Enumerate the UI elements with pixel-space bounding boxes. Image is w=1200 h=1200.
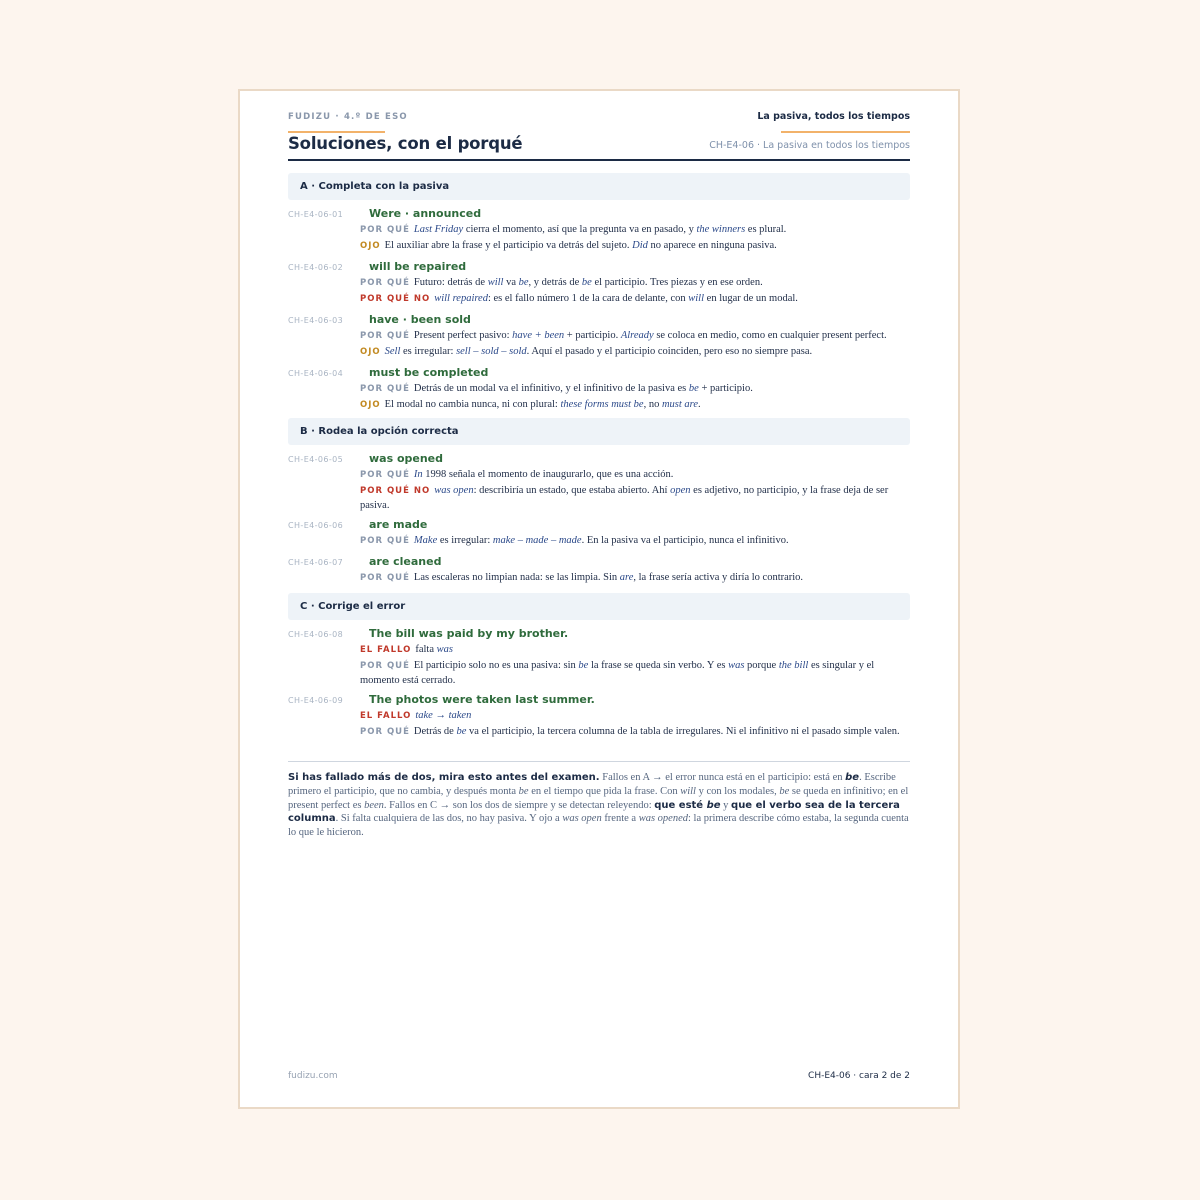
answer-text: will be repaired [369,260,467,273]
tag-why: POR QUÉ [360,470,410,480]
footer-page: CH-E4-06 · cara 2 de 2 [808,1071,910,1081]
tag-why: POR QUÉ [360,384,410,394]
explanation-error: EL FALLO falta was [360,644,453,655]
tag-why: POR QUÉ [360,727,410,737]
accent-rule-right [781,131,910,133]
tag-why: POR QUÉ [360,661,410,671]
explanation-why: POR QUÉ Present perfect pasivo: have + been + participio. Already se coloca en medio, como en cualquier present perfect. [360,330,887,341]
answer-text: The photos were taken last summer. [369,693,595,706]
summary-paragraph: Si has fallado más de dos, mira esto antes del examen. Fallos en A → el error nunca está en el participio: está en be. Escribe primero el participio, que no cambia, y después monta be en el tiempo que pida la frase. Con will y con los modales, be se queda en infinitivo; en el present perfect es been. Fallos en C → son los dos de siempre y se detectan releyendo: que esté be y que el verbo sea de la tercera columna. Si falta cualquiera de las dos, no hay pasiva. Y ojo a was open frente a was opened: la primera describe cómo estaba, la segunda cuenta lo que le hicieron. [288,772,909,839]
explanation-why: POR QUÉ El participio solo no es una pasiva: sin be la frase se queda sin verbo. Y es was porque the bill es singular y el momento está cerrado. [360,660,875,686]
summary-divider [288,761,910,762]
tag-why-not: POR QUÉ NO [360,486,431,496]
worksheet-code: CH-E4-06 · La pasiva en todos los tiempos [709,140,910,151]
tag-ojo: OJO [360,347,381,357]
tag-error: EL FALLO [360,711,412,721]
explanation-error: EL FALLO take → taken [360,710,472,721]
answer-text: are cleaned [369,555,442,568]
answer-text: The bill was paid by my brother. [369,627,569,640]
tag-error: EL FALLO [360,645,412,655]
item-code: CH-E4-06-05 [288,455,344,464]
tag-why: POR QUÉ [360,331,410,341]
answer-text: Were · announced [369,207,482,220]
item-code: CH-E4-06-01 [288,210,344,219]
section-c-heading: C · Corrige el error [288,593,910,620]
tag-why-not: POR QUÉ NO [360,294,431,304]
item-code: CH-E4-06-06 [288,521,344,530]
item-code: CH-E4-06-04 [288,369,344,378]
explanation-why: POR QUÉ Detrás de be va el participio, la tercera columna de la tabla de irregulares. Ni el infinitivo ni el pasado simple valen. [360,726,900,737]
footer-site: fudizu.com [288,1071,338,1081]
explanation-why: POR QUÉ In 1998 señala el momento de inaugurarlo, que es una acción. [360,469,674,480]
tag-why: POR QUÉ [360,536,410,546]
topic-label: La pasiva, todos los tiempos [757,111,910,122]
item-code: CH-E4-06-07 [288,558,344,567]
item-code: CH-E4-06-08 [288,630,344,639]
item-code: CH-E4-06-02 [288,263,344,272]
explanation-why: POR QUÉ Make es irregular: make – made – made. En la pasiva va el participio, nunca el infinitivo. [360,535,789,546]
explanation-ojo: OJO El modal no cambia nunca, ni con plural: these forms must be, no must are. [360,399,701,410]
explanation-why: POR QUÉ Detrás de un modal va el infinitivo, y el infinitivo de la pasiva es be + participio. [360,383,753,394]
explanation-ojo: OJO Sell es irregular: sell – sold – sold. Aquí el pasado y el participio coinciden, pero eso no siempre pasa. [360,346,813,357]
item-code: CH-E4-06-09 [288,696,344,705]
answer-text: was opened [369,452,444,465]
tag-why: POR QUÉ [360,278,410,288]
explanation-why-not: POR QUÉ NO was open: describiría un estado, que estaba abierto. Ahí open es adjetivo, no participio, y la frase deja de ser pasiva. [360,485,889,511]
explanation-why-not: POR QUÉ NO will repaired: es el fallo número 1 de la cara de delante, con will en lugar de un modal. [360,293,798,304]
accent-rule-left [288,131,385,133]
item-code: CH-E4-06-03 [288,316,344,325]
tag-why: POR QUÉ [360,225,410,235]
tag-why: POR QUÉ [360,573,410,583]
answer-text: are made [369,518,428,531]
explanation-why: POR QUÉ Futuro: detrás de will va be, y detrás de be el participio. Tres piezas y en ese orden. [360,277,763,288]
answer-text: must be completed [369,366,489,379]
brand-label: FUDIZU · 4.º DE ESO [288,112,408,122]
explanation-why: POR QUÉ Last Friday cierra el momento, así que la pregunta va en pasado, y the winners es plural. [360,224,787,235]
section-b-heading: B · Rodea la opción correcta [288,418,910,445]
section-a-heading: A · Completa con la pasiva [288,173,910,200]
tag-ojo: OJO [360,400,381,410]
answer-text: have · been sold [369,313,471,326]
page-title: Soluciones, con el porqué [288,134,523,153]
tag-ojo: OJO [360,241,381,251]
explanation-why: POR QUÉ Las escaleras no limpian nada: se las limpia. Sin are, la frase sería activa y diría lo contrario. [360,572,804,583]
explanation-ojo: OJO El auxiliar abre la frase y el participio va detrás del sujeto. Did no aparece en ninguna pasiva. [360,240,777,251]
header-divider [288,159,910,161]
worksheet-page [238,89,960,1109]
